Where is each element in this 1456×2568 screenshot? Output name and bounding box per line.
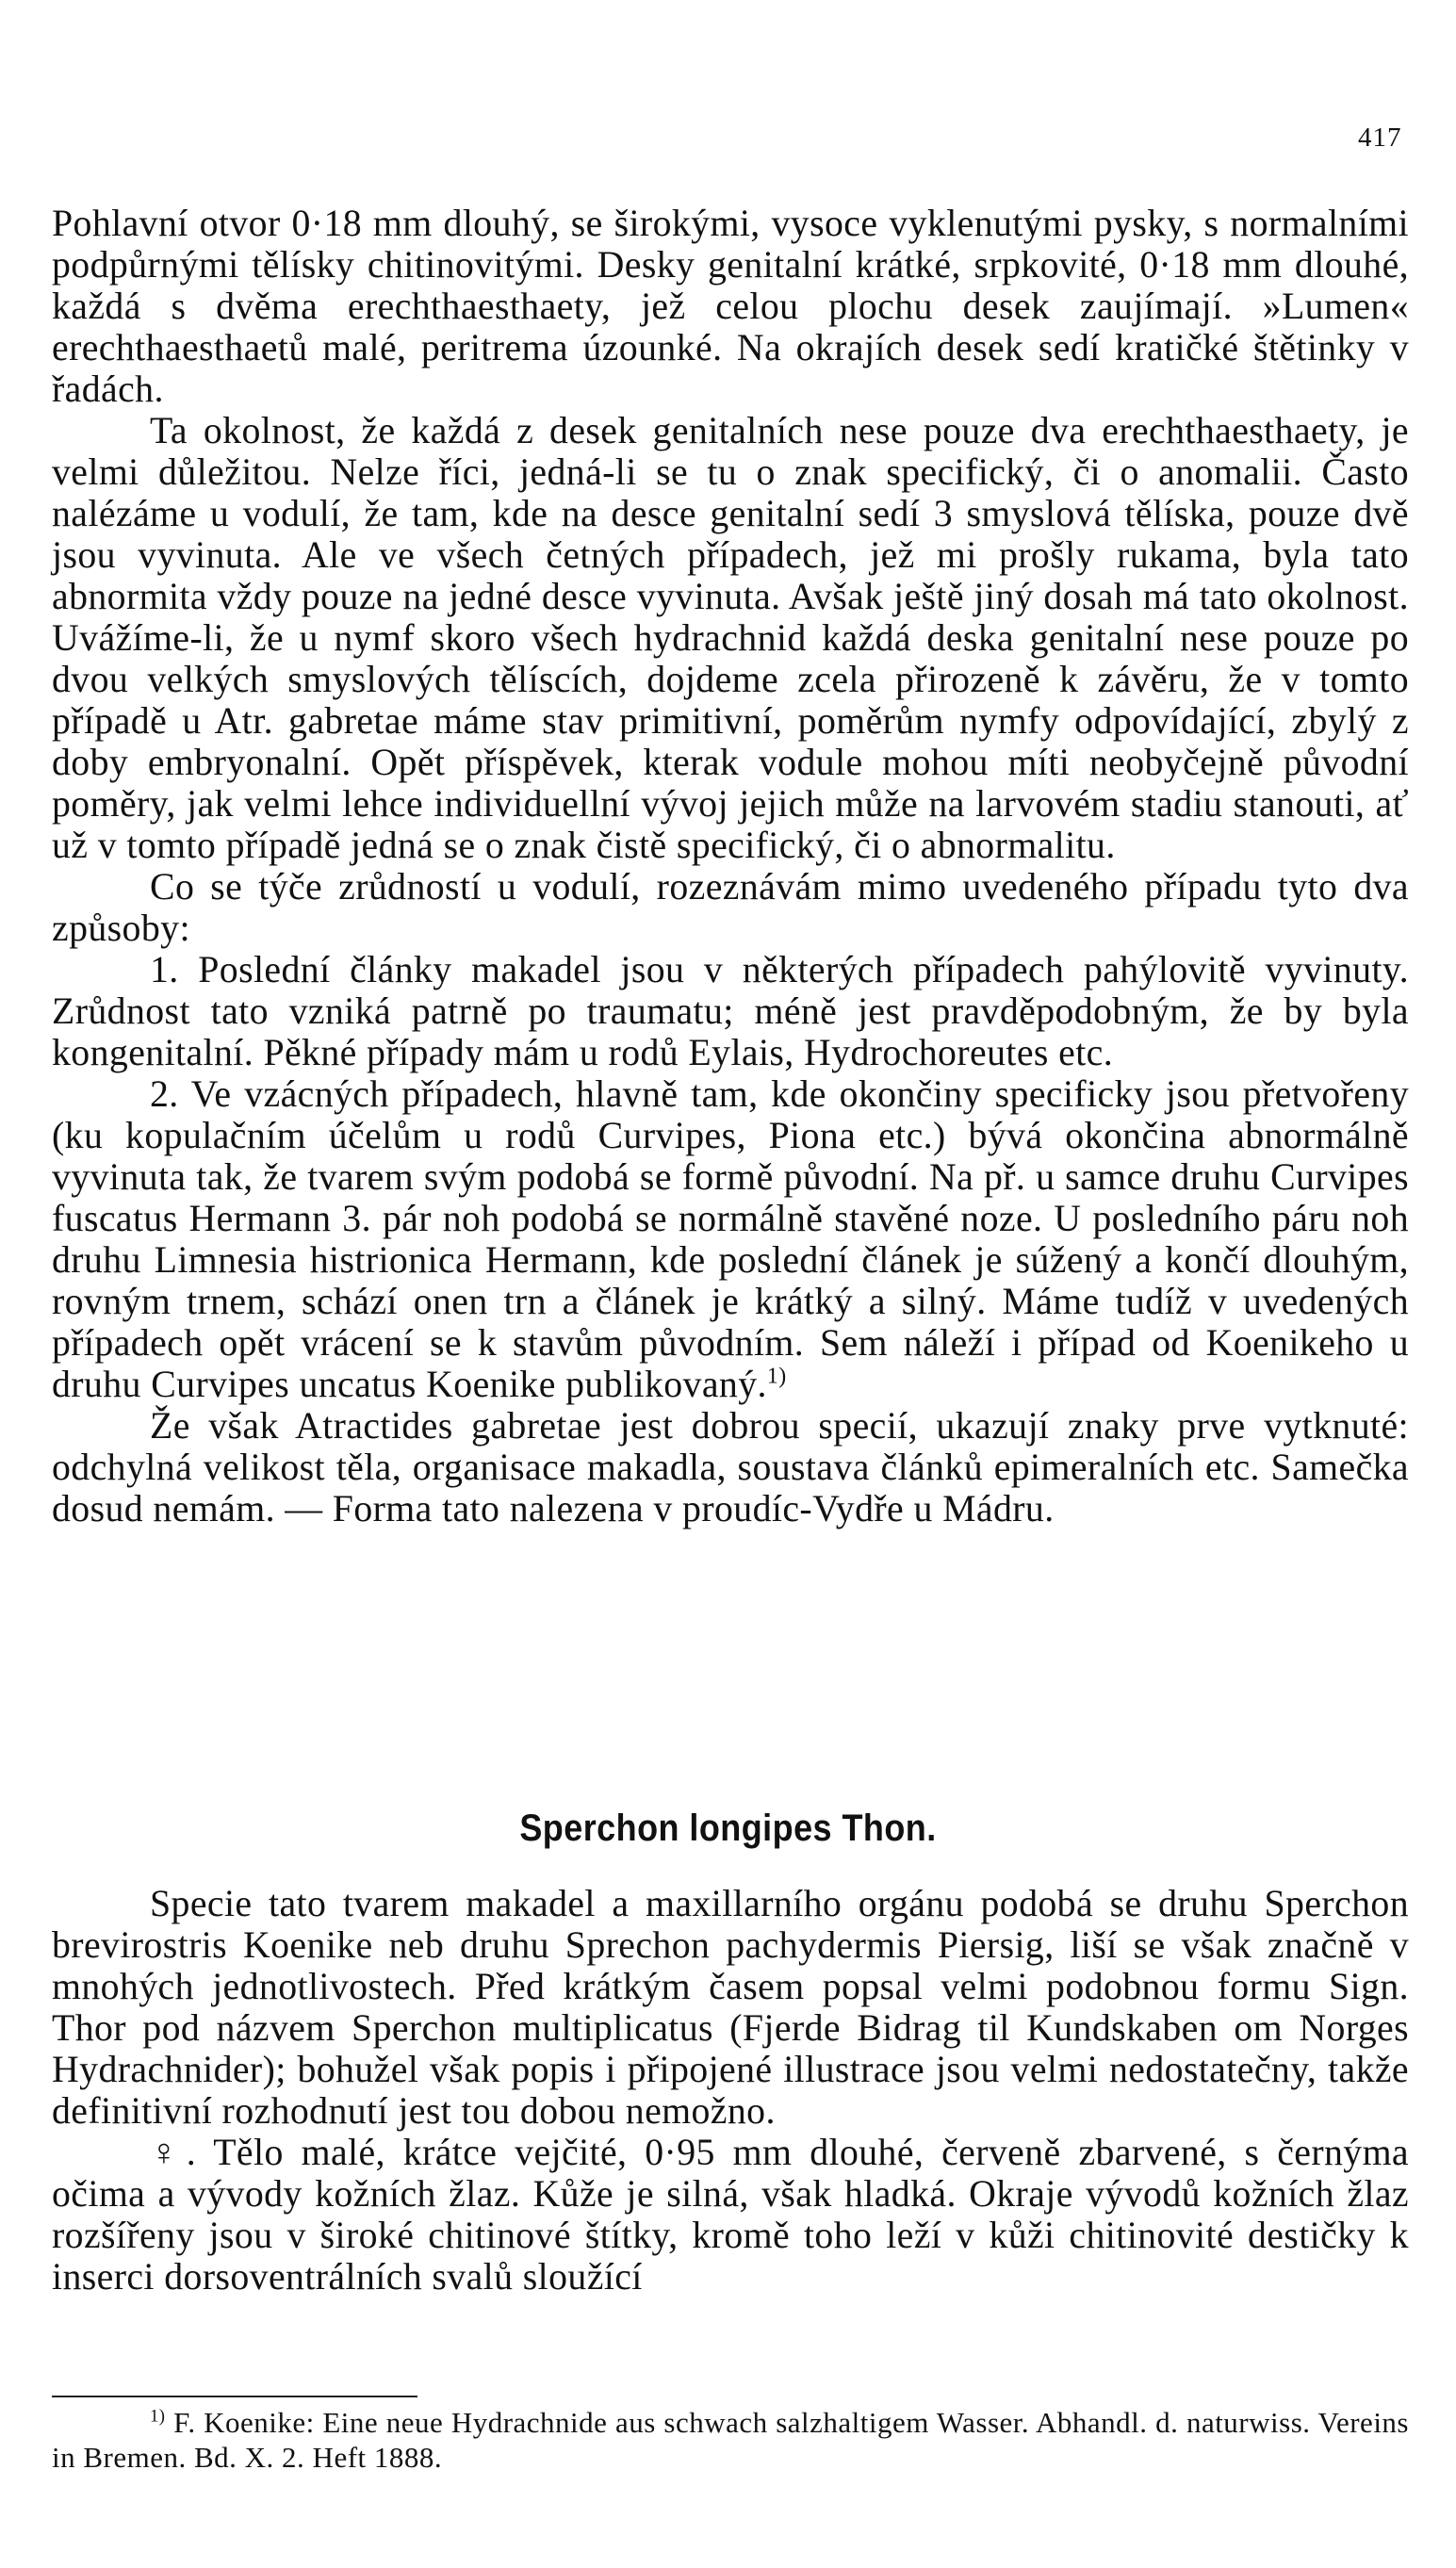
paragraph-3: Co se týče zrůdností u vodulí, rozeznávám mimo uvedeného případu tyto dva způsoby: <box>52 866 1409 949</box>
paragraph-7: Specie tato tvarem makadel a maxillarního orgánu podobá se druhu Sperchon brevirostris Koenike neb druhu Sprechon pachydermis Piersig, liší se však značně v mnohých jednotlivostech. Před krátkým časem popsal velmi podobnou formu Sign. Thor pod názvem Sperchon multiplicatus (Fjerde Bidrag til Kundskaben om Norges Hydrachnider); bohužel však popis i připojené illustrace jsou velmi nedostatečny, takže definitivní rozhodnutí jest tou dobou nemožno. <box>52 1883 1409 2132</box>
paragraph-1: Pohlavní otvor 0·18 mm dlouhý, se širokými, vysoce vyklenutými pysky, s normalními podpůrnými tělísky chitinovitými. Desky genitalní krátké, srpkovité, 0·18 mm dlouhé, každá s dvěma erechthaesthaety, jež celou plochu desek zaujímají. »Lumen« erechthaesthaetů malé, peritrema úzounké. Na okrajích desek sedí kratičké štětinky v řadách. <box>52 203 1409 410</box>
footnote-reference: 1) <box>766 1364 787 1389</box>
paragraph-8: ♀. Tělo malé, krátce vejčité, 0·95 mm dlouhé, červeně zbarvené, s černýma očima a vývody kožních žlaz. Kůže je silná, však hladká. Okraje vývodů kožních žlaz rozšířeny jsou v široké chitinové štítky, kromě toho leží v kůži chitinovité destičky k inserci dorsoventrálních svalů sloužící <box>52 2132 1409 2298</box>
section-heading: Sperchon longipes Thon. <box>519 1807 937 1849</box>
footnote-paragraph <box>52 2405 1409 2475</box>
footnote-marker: 1) <box>150 2406 166 2427</box>
paragraph-2: Ta okolnost, že každá z desek genitalních nese pouze dva erechthaesthaety, je velmi důležitou. Nelze říci, jedná-li se tu o znak specifický, či o anomalii. Často nalézáme u vodulí, že tam, kde na desce genitalní sedí 3 smyslová tělíska, pouze dvě jsou vyvinuta. Ale ve všech četných případech, jež mi prošly rukama, byla tato abnormita vždy pouze na jedné desce vyvinuta. Avšak ještě jiný dosah má tato okolnost. Uvážíme-li, že u nymf skoro všech hydrachnid každá deska genitalní nese pouze po dvou velkých smyslových tělíscích, dojdeme zcela přirozeně k závěru, že v tomto případě u Atr. gabretae máme stav primitivní, poměrům nymfy odpovídající, zbylý z doby embryonalní. Opět příspěvek, kterak vodule mohou míti neobyčejně původní poměry, jak velmi lehce individuellní vývoj jejich může na larvovém stadiu stanouti, ať už v tomto případě jedná se o znak čistě specifický, či o abnormalitu. <box>52 410 1409 866</box>
paragraph-6: Že však Atractides gabretae jest dobrou specií, ukazují znaky prve vytknuté: odchylná velikost těla, organisace makadla, soustava článků epimeralních etc. Samečka dosud nemám. — Forma tato nalezena v proudíc-Vydře u Mádru. <box>52 1405 1409 1529</box>
section-text <box>52 1883 1409 2298</box>
footnote-divider <box>52 2396 417 2397</box>
main-text <box>52 203 1409 1529</box>
paragraph-5-text: 2. Ve vzácných případech, hlavně tam, kde okončiny specificky jsou přetvořeny (ku kopulačním účelům u rodů Curvipes, Piona etc.) bývá okončina abnormálně vyvinuta tak, že tvarem svým podobá se formě původní. Na př. u samce druhu Curvipes fuscatus Hermann 3. pár noh podobá se normálně stavěné noze. U posledního páru noh druhu Limnesia histrionica Hermann, kde poslední článek je súžený a končí dlouhým, rovným trnem, schází onen trn a článek je krátký a silný. Máme tudíž v uvedených případech opět vrácení se k stavům původním. Sem náleží i případ od Koenikeho u druhu Curvipes uncatus Koenike publikovaný. <box>52 1073 1409 1405</box>
footnote <box>52 2405 1409 2475</box>
paragraph-5 <box>52 1073 1409 1405</box>
paragraph-4: 1. Poslední články makadel jsou v některých případech pahýlovitě vyvinuty. Zrůdnost tato vzniká patrně po traumatu; méně jest pravděpodobným, že by byla kongenitalní. Pěkné případy mám u rodů Eylais, Hydrochoreutes etc. <box>52 949 1409 1073</box>
footnote-text: F. Koenike: Eine neue Hydrachnide aus schwach salzhaltigem Wasser. Abhandl. d. naturwiss. Vereins in Bremen. Bd. X. 2. Heft 1888. <box>52 2406 1409 2474</box>
page-number: 417 <box>1358 123 1402 153</box>
